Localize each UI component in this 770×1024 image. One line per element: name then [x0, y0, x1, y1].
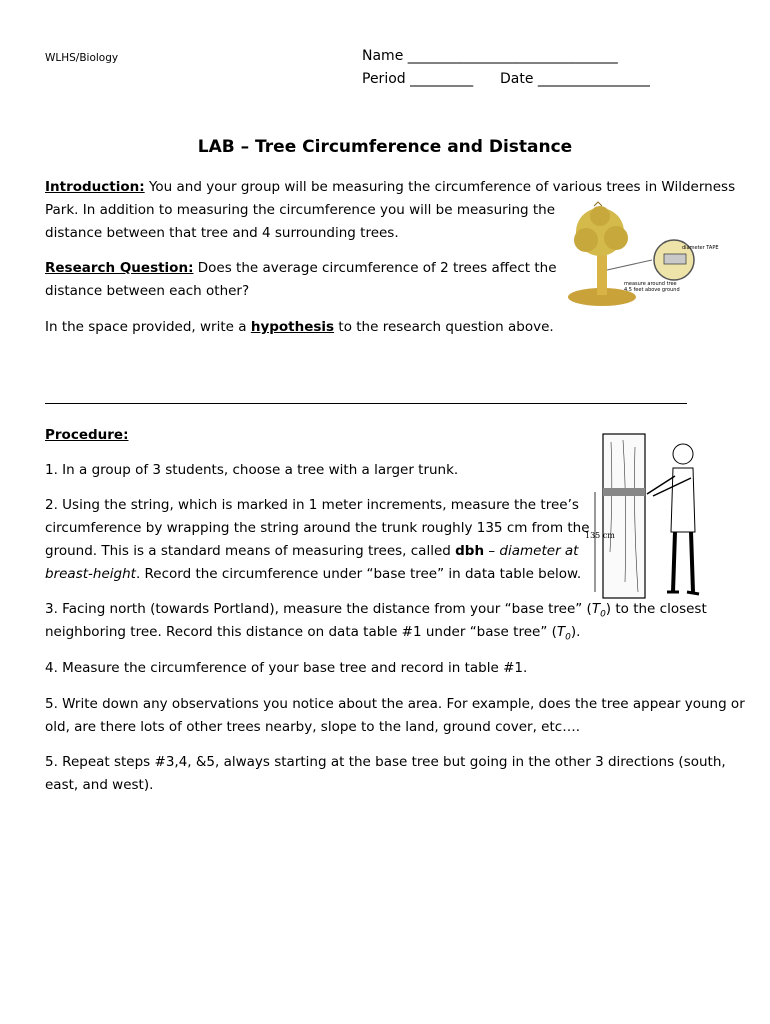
tree-trunk: [597, 255, 607, 295]
hypothesis-before: In the space provided, write a: [45, 319, 251, 335]
procedure-step-2-line-2: circumference by wrapping the string around the trunk roughly 135 cm from the: [45, 520, 590, 536]
research-line-2: distance between each other?: [45, 283, 250, 299]
tape-label: diameter TAPE: [682, 245, 719, 251]
step3-text-b: ) to the closest: [605, 601, 707, 617]
research-line-1: [45, 257, 557, 280]
intro-line-2: Park. In addition to measuring the circumference you will be measuring the: [45, 202, 556, 218]
person-head: [673, 444, 693, 464]
measure-label-1: measure around tree: [624, 281, 677, 287]
measuring-string: [603, 488, 645, 496]
step3-text-a: 3. Facing north (towards Portland), measure the distance from your “base tree” (: [45, 601, 592, 617]
canopy-cluster-right: [604, 226, 628, 250]
procedure-step-4: 4. Measure the circumference of your base tree and record in table #1.: [45, 660, 528, 676]
t0-subscript-2: 0: [565, 632, 571, 643]
step2-text-a: ground. This is a standard means of measuring trees, called: [45, 543, 456, 559]
dbh-measurement-illustration: [583, 432, 713, 600]
procedure-step-2-line-3: [45, 540, 578, 563]
procedure-heading-row: [45, 424, 128, 447]
step2-italic-b: breast-height: [45, 566, 136, 582]
procedure-heading: Procedure:: [45, 427, 129, 443]
procedure-step-2-line-4: [45, 563, 581, 586]
intro-line-1: [45, 176, 735, 199]
step2-italic-a: diameter at: [499, 543, 579, 559]
person-body: [671, 468, 695, 532]
step3-text-d: ).: [570, 624, 581, 640]
course-label: WLHS/Biology: [45, 52, 119, 64]
callout-line: [607, 260, 652, 270]
person-legs: [673, 532, 693, 592]
procedure-step-5-line-2: old, are there lots of other trees nearby, slope to the land, ground cover, etc….: [45, 719, 580, 735]
procedure-step-2-line-1: 2. Using the string, which is marked in 1 meter increments, measure the tree’s: [45, 497, 579, 513]
canopy-cluster-top: [590, 206, 610, 226]
intro-heading: Introduction:: [45, 179, 145, 195]
tape-icon: [664, 254, 686, 264]
period-field-label: Period _________: [362, 71, 474, 87]
research-heading: Research Question:: [45, 260, 194, 276]
t0-symbol: T: [591, 601, 601, 617]
procedure-step-6-line-1: 5. Repeat steps #3,4, &5, always starting at the base tree but going in the other 3 directions (south,: [45, 754, 726, 770]
hypothesis-answer-line[interactable]: [45, 403, 687, 404]
bird-icon: [594, 202, 602, 206]
date-field-label: Date ________________: [500, 71, 650, 87]
step3-text-c: neighboring tree. Record this distance on data table #1 under “base tree” (: [45, 624, 557, 640]
procedure-step-1: 1. In a group of 3 students, choose a tree with a larger trunk.: [45, 462, 459, 478]
hypothesis-word: hypothesis: [250, 319, 335, 335]
procedure-step-3-line-2: [45, 621, 580, 650]
hypothesis-after: to the research question above.: [334, 319, 554, 335]
t0-subscript: 0: [600, 609, 606, 620]
step2-text-b: . Record the circumference under “base tree” in data table below.: [135, 566, 582, 582]
page-title: LAB – Tree Circumference and Distance: [197, 137, 573, 157]
canopy-cluster-left: [574, 228, 598, 252]
height-label: 135 cm: [585, 531, 615, 540]
name-field-label: Name ______________________________: [362, 48, 618, 64]
step2-dash: –: [484, 543, 500, 559]
intro-line-3: distance between that tree and 4 surrounding trees.: [45, 225, 399, 241]
intro-text-1: You and your group will be measuring the circumference of various trees in Wilderness: [144, 179, 736, 195]
tree-measurement-illustration: [562, 200, 722, 310]
procedure-step-6-line-2: east, and west).: [45, 777, 154, 793]
hypothesis-prompt: [45, 316, 554, 339]
procedure-step-5-line-1: 5. Write down any observations you notice about the area. For example, does the tree appear young or: [45, 696, 745, 712]
person-shoes: [667, 592, 699, 594]
research-text-1: Does the average circumference of 2 trees affect the: [193, 260, 557, 276]
t0-symbol-2: T: [556, 624, 566, 640]
measure-label-2: 4.5 feet above ground: [624, 287, 680, 293]
dbh-term: dbh: [455, 543, 485, 559]
